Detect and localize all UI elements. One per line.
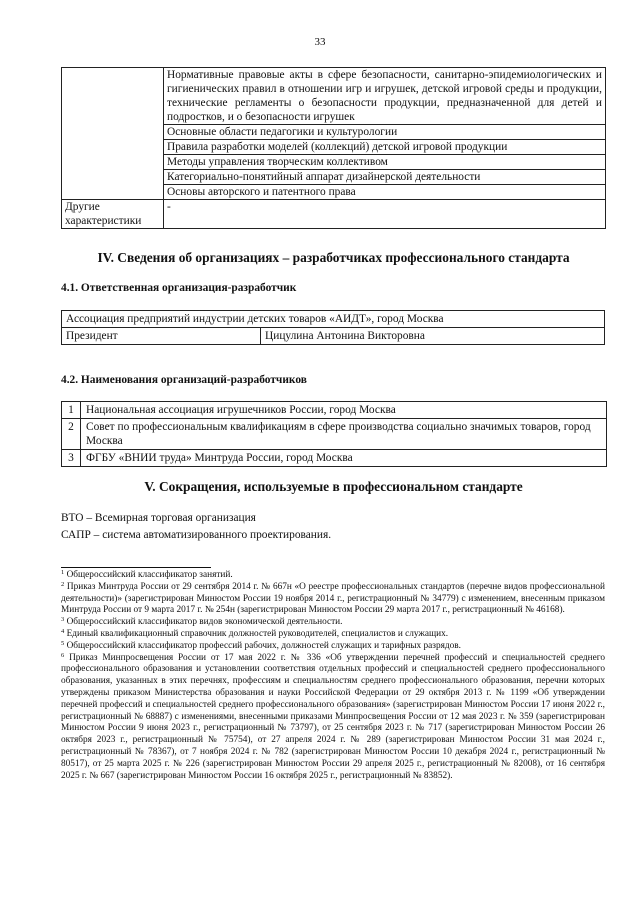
footnote: $^6$ Приказ Минпросвещения России от 17 мая 2022 г. № 336 «Об утверждении перечней профессий и специальностей среднего профессионального образования и установлении соответствия отдельных профессий и специальностей среднего профессионального образования, указанных в этих перечнях, профессиям и специальностям среднего профессионального образования, перечни которых утверждены приказом Министерства образования и науки Российской Федерации от 29 октября 2013 г. № 1199 «Об утверждении перечней профессий и специальностей среднего профессионального образования» (зарегистрирован Минюстом России 17 июня 2022 г., регистрационный № 68887) с изменениями, внесенными приказами Минпросвещения России от 12 мая 2023 г. № 359 (зарегистрирован Минюстом России 9 июня 2023 г., регистрационный № 73797), от 25 сентября 2023 г. № 717 (зарегистрирован Минюстом России 26 октября 2023 г., регистрационный № 75754), от 27 апреля 2024 г. № 289 (зарегистрирован Минюстом России 31 мая 2024 г., регистрационный № 78367), от 7 ноября 2024 г. № 782 (зарегистрирован Минюстом России 10 декабря 2024 г., регистрационный № 80517), от 25 марта 2025 г. № 226 (зарегистрирован Минюстом России 29 апреля 2025 г., регистрационный № 82008), от 16 сентября 2025 г. № 667 (зарегистрирован Минюстом России 16 октября 2025 г., регистрационный № 83852).	[61, 651, 605, 781]
footnote: $^2$ Приказ Минтруда России от 29 сентября 2014 г. № 667н «О реестре профессиональных стандартов (перечне видов профессиональной деятельности)» (зарегистрирован Минюстом России 19 ноября 2014 г., регистрационный № 34779) с изменением, внесенным приказом Минтруда России от 9 марта 2017 г. № 254н (зарегистрирован Минюстом России 29 марта 2017 г., регистрационный № 46168).	[61, 580, 605, 616]
table-row	[62, 200, 606, 229]
table-row	[62, 450, 607, 467]
footnote: $^5$ Общероссийский классификатор профессий рабочих, должностей служащих и тарифных разрядов.	[61, 639, 461, 651]
table-cell: Категориально-понятийный аппарат дизайнерской деятельности	[164, 170, 606, 185]
footnote-divider	[61, 567, 211, 568]
abbreviation-item: САПР – система автоматизированного проектирования.	[61, 529, 332, 541]
qualification-table	[61, 67, 606, 229]
table-row	[62, 328, 605, 345]
head-position: Президент	[62, 328, 261, 345]
page-number: 33	[314, 36, 326, 48]
table-cell: Правила разработки моделей (коллекций) детской игровой продукции	[164, 140, 606, 155]
responsible-org-table	[61, 310, 605, 345]
row-number: 2	[62, 419, 81, 450]
empty-cell	[62, 68, 164, 200]
footnote: $^4$ Единый квалификационный справочник должностей руководителей, специалистов и служащих.	[61, 627, 449, 639]
table-cell: Основы авторского и патентного права	[164, 185, 606, 200]
table-cell: Методы управления творческим коллективом	[164, 155, 606, 170]
table-row	[62, 311, 605, 328]
developer-name: Совет по профессиональным квалификациям в сфере производства социально значимых товаров, город Москва	[81, 419, 607, 450]
table-row	[62, 68, 606, 125]
head-name: Цицулина Антонина Викторовна	[261, 328, 605, 345]
footnote: $^3$ Общероссийский классификатор видов экономической деятельности.	[61, 616, 343, 628]
table-cell: Нормативные правовые акты в сфере безопасности, санитарно-эпидемиологических и гигиенических правил в отношении игр и игрушек, детской игровой среды и продукции, технические регламенты о безопасности продукции, предназначенной для детей и подростков, и о безопасности игрушек	[164, 68, 606, 125]
footnotes	[61, 570, 605, 782]
developer-name: Национальная ассоциация игрушечников России, город Москва	[81, 402, 607, 419]
section-v-title: V. Сокращения, используемые в профессиональном стандарте	[144, 479, 523, 494]
footnote: $^1$ Общероссийский классификатор занятий.	[61, 569, 233, 580]
table-cell: Основные области педагогики и культурологии	[164, 125, 606, 140]
row-number: 1	[62, 402, 81, 419]
section-iv-title: IV. Сведения об организациях – разработчиках профессионального стандарта	[97, 250, 570, 265]
subsection-4-1-title: 4.1. Ответственная организация-разработчик	[61, 282, 297, 294]
subsection-4-2-title: 4.2. Наименования организаций-разработчиков	[61, 374, 307, 386]
other-characteristics-label: Другие характеристики	[62, 200, 164, 229]
developers-table	[61, 401, 607, 467]
developer-name: ФГБУ «ВНИИ труда» Минтруда России, город Москва	[81, 450, 607, 467]
row-number: 3	[62, 450, 81, 467]
abbreviation-item: ВТО – Всемирная торговая организация	[61, 512, 256, 524]
table-row	[62, 419, 607, 450]
other-characteristics-value: -	[164, 200, 606, 229]
responsible-org-name: Ассоциация предприятий индустрии детских товаров «АИДТ», город Москва	[62, 311, 605, 328]
table-row	[62, 402, 607, 419]
